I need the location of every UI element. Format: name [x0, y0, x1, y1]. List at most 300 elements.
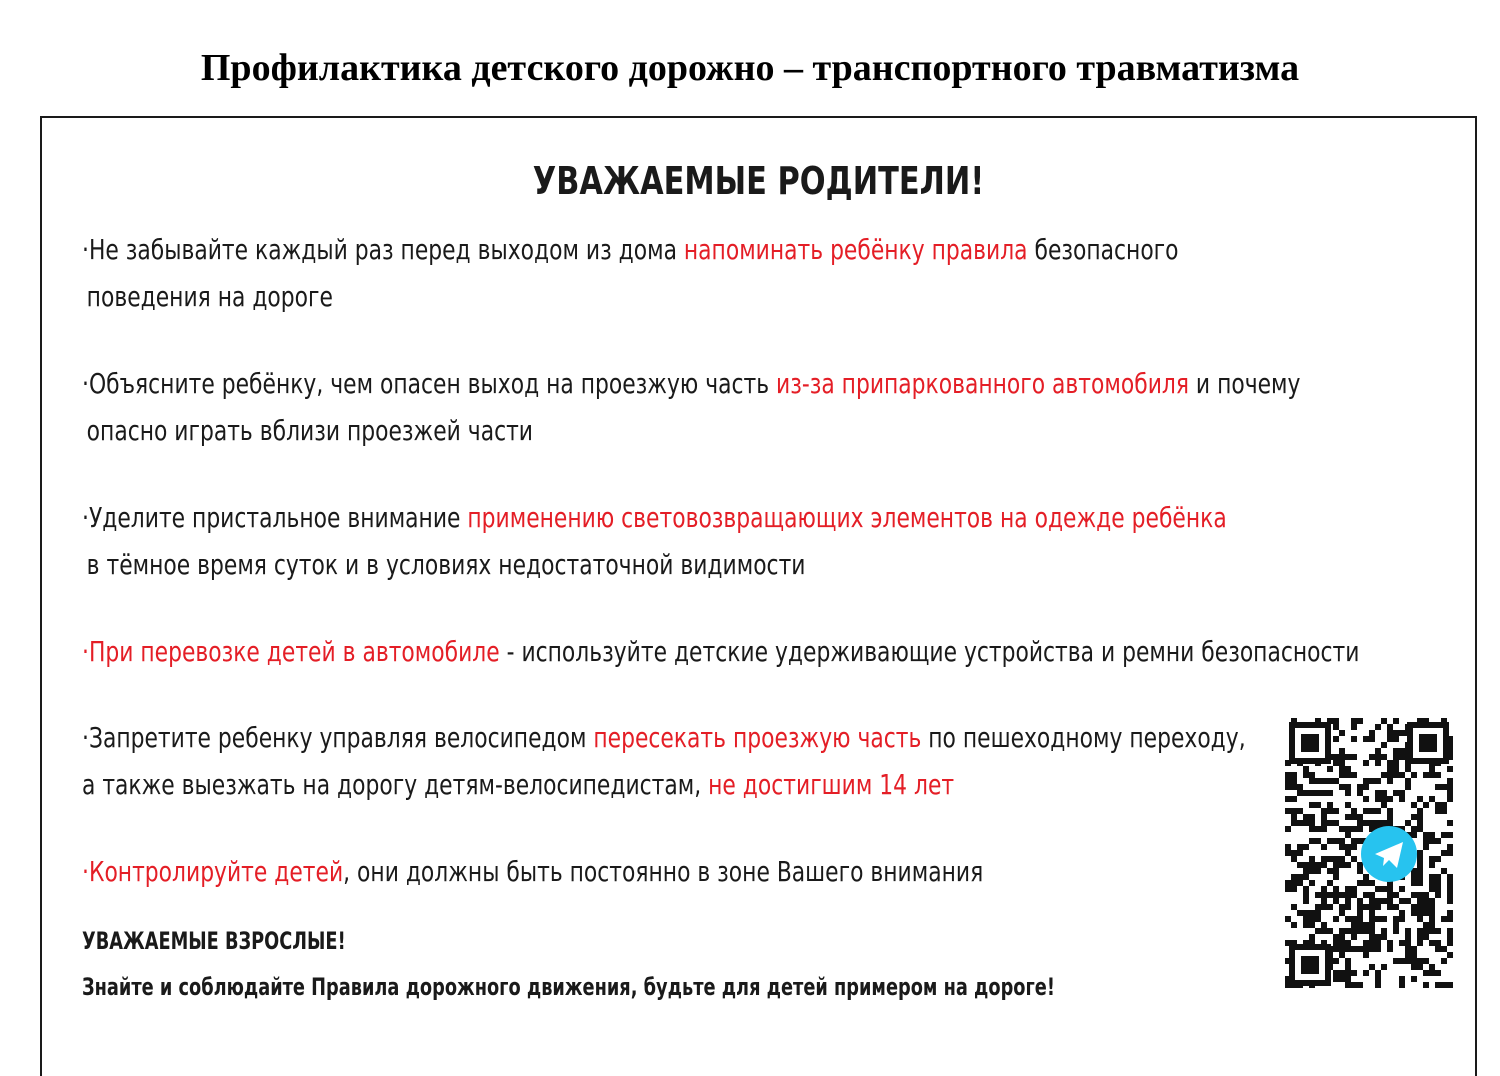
qr-module [1327, 838, 1333, 844]
qr-module [1363, 928, 1369, 934]
advice-text: а также выезжать на дорогу детям-велосипедистам, [82, 768, 709, 801]
qr-module [1333, 934, 1339, 940]
qr-module [1363, 892, 1369, 898]
qr-module [1399, 748, 1405, 754]
qr-module [1291, 904, 1297, 910]
qr-module [1351, 724, 1357, 730]
qr-module [1309, 778, 1315, 784]
qr-module [1411, 814, 1417, 820]
qr-module [1339, 910, 1345, 916]
qr-module [1399, 910, 1405, 916]
qr-module [1393, 730, 1399, 736]
qr-module [1321, 862, 1327, 868]
qr-module [1369, 892, 1375, 898]
qr-module [1321, 808, 1327, 814]
qr-module [1399, 886, 1405, 892]
qr-module [1291, 784, 1297, 790]
qr-module [1315, 892, 1321, 898]
qr-module [1333, 868, 1339, 874]
qr-module [1333, 976, 1339, 982]
qr-module [1399, 916, 1405, 922]
qr-module [1351, 754, 1357, 760]
qr-module [1435, 886, 1441, 892]
qr-module [1399, 754, 1405, 760]
qr-module [1435, 874, 1441, 880]
qr-module [1417, 814, 1423, 820]
qr-module [1345, 982, 1351, 988]
qr-module [1429, 880, 1435, 886]
advice-line [82, 628, 1408, 675]
qr-module [1339, 970, 1345, 976]
qr-module [1351, 934, 1357, 940]
qr-module [1405, 928, 1411, 934]
qr-module [1345, 862, 1351, 868]
qr-module [1381, 898, 1387, 904]
qr-module [1375, 808, 1381, 814]
qr-module [1345, 826, 1351, 832]
qr-module [1357, 898, 1363, 904]
qr-module [1321, 922, 1327, 928]
qr-module [1417, 826, 1423, 832]
qr-module [1399, 730, 1405, 736]
qr-module [1309, 838, 1315, 844]
qr-module [1297, 808, 1303, 814]
qr-module [1393, 754, 1399, 760]
qr-module [1447, 844, 1453, 850]
qr-module [1351, 808, 1357, 814]
qr-module [1321, 904, 1327, 910]
qr-module [1429, 832, 1435, 838]
qr-module [1411, 964, 1417, 970]
qr-module [1333, 874, 1339, 880]
qr-module [1369, 922, 1375, 928]
qr-module [1339, 766, 1345, 772]
closing-text: Знайте и соблюдайте Правила дорожного движения, будьте для детей примером на дороге! [82, 973, 1055, 1001]
qr-module [1285, 916, 1291, 922]
qr-module [1447, 832, 1453, 838]
qr-module [1429, 910, 1435, 916]
qr-module [1321, 856, 1327, 862]
qr-module [1369, 946, 1375, 952]
qr-module [1441, 784, 1447, 790]
qr-module [1441, 958, 1447, 964]
qr-module [1381, 820, 1387, 826]
qr-module [1291, 880, 1297, 886]
qr-module [1429, 874, 1435, 880]
qr-module [1435, 802, 1441, 808]
qr-module [1297, 820, 1303, 826]
qr-module [1339, 976, 1345, 982]
qr-module [1303, 910, 1309, 916]
qr-module [1357, 868, 1363, 874]
qr-module [1339, 760, 1345, 766]
qr-module [1435, 784, 1441, 790]
advice-line [82, 848, 1408, 895]
qr-module [1315, 838, 1321, 844]
qr-module [1315, 868, 1321, 874]
qr-module [1303, 916, 1309, 922]
qr-module [1381, 886, 1387, 892]
qr-module [1333, 808, 1339, 814]
advice-item [82, 226, 1408, 320]
qr-module [1423, 892, 1429, 898]
qr-module [1291, 856, 1297, 862]
qr-module [1357, 718, 1363, 724]
qr-module [1375, 982, 1381, 988]
qr-module [1363, 952, 1369, 958]
qr-module [1423, 934, 1429, 940]
qr-module [1357, 916, 1363, 922]
advice-highlight: ·Контролируйте детей [82, 855, 344, 888]
qr-module [1423, 838, 1429, 844]
qr-module [1417, 940, 1423, 946]
qr-module [1351, 982, 1357, 988]
advice-text: - используйте детские удерживающие устройства и ремни безопасности [499, 635, 1360, 668]
qr-module [1333, 946, 1339, 952]
qr-module [1321, 892, 1327, 898]
qr-code-image [1285, 718, 1453, 990]
qr-module [1297, 874, 1303, 880]
qr-module [1435, 940, 1441, 946]
qr-module [1399, 976, 1405, 982]
qr-module [1351, 718, 1357, 724]
qr-module [1417, 904, 1423, 910]
qr-module [1405, 766, 1411, 772]
qr-module [1405, 946, 1411, 952]
qr-module [1393, 766, 1399, 772]
qr-module [1327, 856, 1333, 862]
qr-module [1315, 790, 1321, 796]
qr-module [1351, 826, 1357, 832]
qr-module [1303, 766, 1309, 772]
advice-item [82, 628, 1408, 675]
qr-module [1411, 874, 1417, 880]
qr-module [1339, 844, 1345, 850]
qr-module [1417, 874, 1423, 880]
qr-module [1393, 736, 1399, 742]
qr-module [1333, 724, 1339, 730]
advice-text: ·Объясните ребёнку, чем опасен выход на проезжую часть [82, 367, 777, 400]
qr-module [1429, 964, 1435, 970]
qr-module [1345, 892, 1351, 898]
qr-module [1435, 880, 1441, 886]
qr-module [1435, 838, 1441, 844]
qr-module [1423, 970, 1429, 976]
qr-module [1405, 778, 1411, 784]
qr-module [1441, 832, 1447, 838]
qr-module [1429, 940, 1435, 946]
qr-module [1315, 910, 1321, 916]
qr-module [1381, 928, 1387, 934]
qr-module [1369, 928, 1375, 934]
qr-module [1417, 898, 1423, 904]
qr-module [1333, 862, 1339, 868]
qr-module [1423, 832, 1429, 838]
qr-module [1333, 838, 1339, 844]
qr-module [1303, 814, 1309, 820]
qr-module [1351, 814, 1357, 820]
qr-module [1351, 844, 1357, 850]
qr-module [1333, 736, 1339, 742]
qr-module [1297, 880, 1303, 886]
qr-module [1357, 922, 1363, 928]
qr-module [1363, 970, 1369, 976]
qr-module [1423, 922, 1429, 928]
qr-module [1387, 820, 1393, 826]
advice-text: ·Уделите пристальное внимание [82, 501, 468, 534]
qr-module [1291, 772, 1297, 778]
qr-module [1411, 904, 1417, 910]
qr-module [1333, 760, 1339, 766]
qr-module [1315, 778, 1321, 784]
qr-module [1429, 904, 1435, 910]
qr-module [1345, 814, 1351, 820]
qr-module [1417, 880, 1423, 886]
qr-module [1333, 856, 1339, 862]
qr-module [1285, 808, 1291, 814]
qr-module [1423, 958, 1429, 964]
qr-module [1441, 850, 1447, 856]
closing-note [82, 918, 1192, 1010]
advice-item [82, 848, 1408, 895]
qr-module [1327, 766, 1333, 772]
qr-module [1411, 958, 1417, 964]
advice-item [82, 494, 1408, 588]
qr-module [1285, 880, 1291, 886]
qr-module [1393, 772, 1399, 778]
qr-module [1357, 904, 1363, 910]
qr-module [1363, 946, 1369, 952]
qr-code[interactable] [1285, 718, 1453, 990]
advice-line [82, 761, 1408, 808]
qr-module [1447, 982, 1453, 988]
qr-module [1411, 892, 1417, 898]
qr-module [1291, 922, 1297, 928]
advice-highlight: ·При перевозке детей в автомобиле [82, 635, 500, 668]
qr-module [1411, 772, 1417, 778]
qr-finder-pattern [1407, 722, 1449, 764]
qr-module [1393, 718, 1399, 724]
qr-module [1417, 856, 1423, 862]
qr-module [1357, 880, 1363, 886]
qr-module [1303, 820, 1309, 826]
qr-module [1363, 820, 1369, 826]
qr-module [1297, 790, 1303, 796]
qr-module [1435, 982, 1441, 988]
qr-module [1363, 784, 1369, 790]
qr-module [1357, 826, 1363, 832]
qr-module [1357, 790, 1363, 796]
qr-module [1357, 814, 1363, 820]
qr-module [1429, 856, 1435, 862]
qr-module [1345, 946, 1351, 952]
qr-module [1357, 838, 1363, 844]
qr-module [1309, 826, 1315, 832]
qr-module [1345, 964, 1351, 970]
qr-module [1381, 916, 1387, 922]
qr-module [1303, 874, 1309, 880]
advice-highlight: применению световозвращающих элементов на одежде ребёнка [467, 501, 1227, 534]
qr-module [1339, 946, 1345, 952]
qr-module [1441, 916, 1447, 922]
qr-module [1381, 802, 1387, 808]
qr-module [1345, 916, 1351, 922]
qr-module [1411, 832, 1417, 838]
advice-highlight: не достигшим 14 лет [708, 768, 955, 801]
qr-module [1339, 856, 1345, 862]
qr-module [1363, 760, 1369, 766]
qr-module [1447, 910, 1453, 916]
qr-module [1423, 928, 1429, 934]
qr-module [1417, 862, 1423, 868]
qr-module [1357, 928, 1363, 934]
qr-module [1435, 772, 1441, 778]
qr-module [1363, 808, 1369, 814]
advice-highlight: из-за припаркованного автомобиля [776, 367, 1189, 400]
qr-module [1339, 952, 1345, 958]
qr-module [1351, 838, 1357, 844]
qr-module [1339, 934, 1345, 940]
qr-module [1423, 898, 1429, 904]
qr-module [1441, 946, 1447, 952]
qr-module [1345, 958, 1351, 964]
qr-module [1315, 862, 1321, 868]
qr-module [1393, 748, 1399, 754]
qr-module [1387, 736, 1393, 742]
qr-module [1321, 886, 1327, 892]
advice-text: ·Запретите ребенку управляя велосипедом [82, 721, 594, 754]
qr-module [1345, 802, 1351, 808]
advice-line [82, 714, 1408, 761]
qr-module [1381, 964, 1387, 970]
qr-module [1405, 934, 1411, 940]
qr-module [1351, 772, 1357, 778]
qr-module [1303, 844, 1309, 850]
qr-module [1399, 958, 1405, 964]
qr-module [1435, 892, 1441, 898]
qr-module [1399, 796, 1405, 802]
qr-module [1447, 820, 1453, 826]
qr-module [1417, 868, 1423, 874]
qr-module [1447, 790, 1453, 796]
qr-module [1339, 748, 1345, 754]
qr-module [1363, 922, 1369, 928]
qr-module [1429, 898, 1435, 904]
qr-module [1303, 790, 1309, 796]
qr-module [1345, 850, 1351, 856]
qr-module [1339, 826, 1345, 832]
qr-module [1285, 850, 1291, 856]
qr-module [1309, 802, 1315, 808]
qr-module [1417, 916, 1423, 922]
qr-module [1387, 724, 1393, 730]
qr-module [1375, 724, 1381, 730]
qr-module [1369, 778, 1375, 784]
qr-module [1339, 904, 1345, 910]
qr-module [1333, 718, 1339, 724]
qr-module [1429, 796, 1435, 802]
page-heading: Профилактика детского дорожно – транспортного травматизма [200, 47, 1300, 89]
advice-line: поведения на дороге [86, 280, 333, 313]
qr-module [1327, 892, 1333, 898]
qr-module [1405, 784, 1411, 790]
qr-module [1303, 892, 1309, 898]
qr-module [1333, 970, 1339, 976]
qr-module [1345, 844, 1351, 850]
qr-module [1315, 826, 1321, 832]
qr-module [1423, 982, 1429, 988]
qr-module [1429, 766, 1435, 772]
qr-module [1309, 820, 1315, 826]
qr-module [1387, 898, 1393, 904]
qr-module [1369, 880, 1375, 886]
qr-module [1417, 964, 1423, 970]
qr-module [1327, 790, 1333, 796]
qr-module [1393, 922, 1399, 928]
qr-module [1447, 952, 1453, 958]
qr-module [1309, 814, 1315, 820]
qr-module [1321, 826, 1327, 832]
qr-module [1447, 886, 1453, 892]
qr-module [1429, 862, 1435, 868]
qr-module [1417, 820, 1423, 826]
qr-module [1375, 934, 1381, 940]
qr-module [1375, 970, 1381, 976]
qr-module [1423, 904, 1429, 910]
qr-module [1417, 850, 1423, 856]
advice-item [82, 714, 1408, 808]
qr-module [1417, 808, 1423, 814]
qr-module [1381, 796, 1387, 802]
qr-module [1351, 970, 1357, 976]
qr-module [1345, 886, 1351, 892]
qr-module [1363, 736, 1369, 742]
qr-module [1363, 796, 1369, 802]
qr-module [1345, 976, 1351, 982]
qr-module [1387, 760, 1393, 766]
qr-module [1321, 820, 1327, 826]
qr-module [1285, 772, 1291, 778]
qr-finder-pattern [1289, 722, 1331, 764]
qr-module [1387, 904, 1393, 910]
qr-module [1309, 868, 1315, 874]
qr-module [1369, 730, 1375, 736]
qr-module [1387, 772, 1393, 778]
qr-module [1309, 922, 1315, 928]
qr-module [1357, 946, 1363, 952]
qr-module [1297, 862, 1303, 868]
qr-module [1411, 802, 1417, 808]
qr-module [1375, 904, 1381, 910]
qr-module [1303, 898, 1309, 904]
closing-title: УВАЖАЕМЫЕ ВЗРОСЛЫЕ! [82, 927, 346, 955]
qr-module [1345, 790, 1351, 796]
qr-module [1309, 934, 1315, 940]
qr-module [1399, 790, 1405, 796]
advice-highlight: напоминать ребёнку правила [683, 233, 1028, 266]
qr-module [1423, 802, 1429, 808]
qr-module [1321, 928, 1327, 934]
qr-module [1333, 898, 1339, 904]
qr-module [1447, 934, 1453, 940]
advice-line: в тёмное время суток и в условиях недостаточной видимости [86, 548, 806, 581]
qr-module [1345, 970, 1351, 976]
qr-module [1441, 808, 1447, 814]
qr-module [1447, 898, 1453, 904]
qr-module [1387, 778, 1393, 784]
qr-module [1297, 784, 1303, 790]
qr-module [1369, 964, 1375, 970]
